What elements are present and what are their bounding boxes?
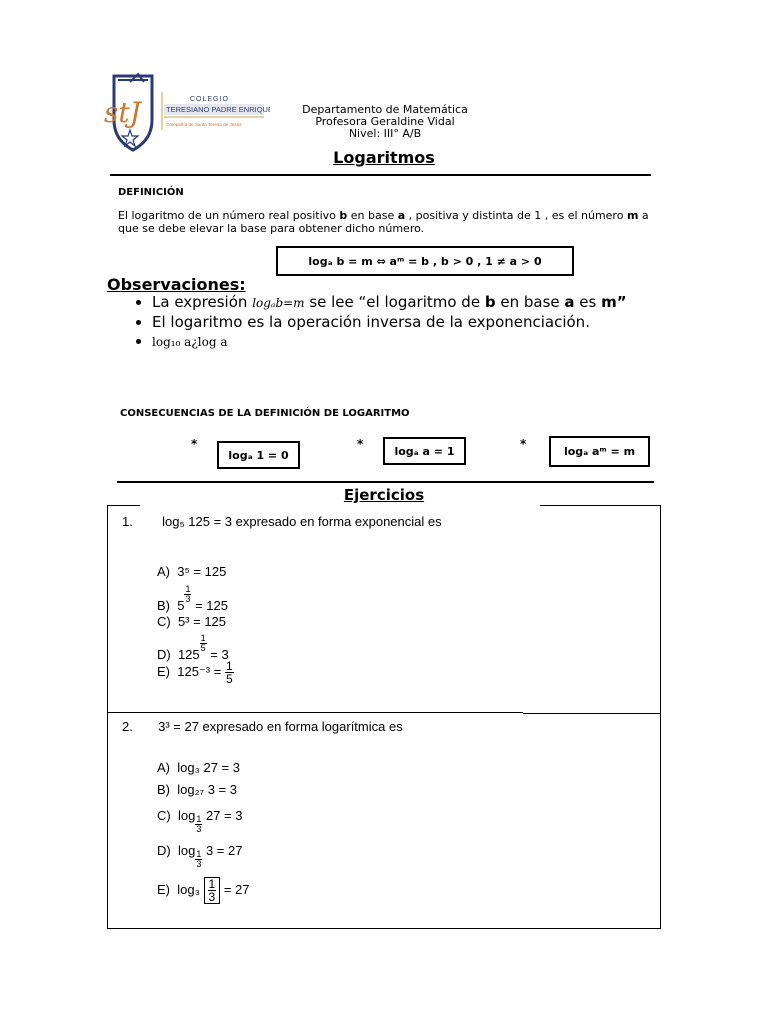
consequence-box-2: logₐ a = 1 xyxy=(383,437,466,465)
obs1-pre: La expresión xyxy=(152,293,253,311)
observations-list xyxy=(122,293,682,352)
exponent-fraction xyxy=(200,634,207,653)
bullet-icon: * xyxy=(520,437,527,451)
frac-num: 1 xyxy=(225,659,233,673)
q2-option-d[interactable] xyxy=(157,843,242,869)
definition-text xyxy=(118,209,652,235)
fraction xyxy=(208,878,217,903)
option-rest: 3 = 27 xyxy=(202,843,243,858)
option-base: 5 xyxy=(177,598,185,613)
level-line: Nivel: III° A/B xyxy=(348,127,422,140)
frac-den: 3 xyxy=(208,890,216,904)
option-label: A) xyxy=(157,760,170,775)
frame-middle-left xyxy=(107,712,523,713)
option-rest: = 3 xyxy=(206,647,229,662)
definition-label: DEFINICIÓN xyxy=(118,187,184,198)
option-label: E) xyxy=(157,881,170,897)
option-text: log₃ 27 = 3 xyxy=(177,760,240,775)
logo-monogram: stJ xyxy=(104,96,141,129)
frame-top-left xyxy=(107,505,140,506)
obs1-post: se lee “el logaritmo de xyxy=(304,293,485,311)
def-b: b xyxy=(339,209,348,222)
consequences-label: CONSECUENCIAS DE LA DEFINICIÓN DE LOGARITMO xyxy=(120,408,410,419)
q1-number: 1. xyxy=(122,514,133,529)
q1-math: log₅ 125 = 3 xyxy=(162,514,233,529)
bullet-icon: * xyxy=(357,437,364,451)
option-label: B) xyxy=(157,598,170,613)
bracket xyxy=(204,877,221,904)
obs1-mid: en base xyxy=(495,293,565,311)
def-text-2: en base xyxy=(347,209,398,222)
school-logo xyxy=(100,70,270,152)
option-log: log xyxy=(177,843,196,858)
logo-line3: Compañía de Santa Teresa de Jesús xyxy=(166,122,242,127)
obs1-a: a xyxy=(564,293,575,311)
option-rest: = 27 xyxy=(220,881,250,897)
frac-den: 5 xyxy=(225,672,233,686)
frac-num: 1 xyxy=(208,877,216,891)
def-text-4: a que se debe elevar la base para obtener dicho número. xyxy=(118,209,649,235)
frac-num: 1 xyxy=(196,849,202,859)
q1-option-b[interactable] xyxy=(157,585,228,613)
obs2-text: El logaritmo es la operación inversa de la exponenciación. xyxy=(152,313,590,331)
frac-den: 5 xyxy=(200,643,206,653)
frame-top-right xyxy=(540,505,661,506)
document-header xyxy=(290,104,480,140)
q2-text: expresado en forma logarítmica es xyxy=(198,719,403,734)
divider xyxy=(110,174,651,176)
teacher-line: Profesora Geraldine Vidal xyxy=(315,115,455,128)
option-rest: = 125 xyxy=(191,598,228,613)
obs1-b: b xyxy=(484,293,496,311)
def-m: m xyxy=(626,209,639,222)
exercises-title: Ejercicios xyxy=(343,486,425,504)
option-label: D) xyxy=(157,843,171,858)
q2-math: 3³ = 27 xyxy=(158,719,199,734)
option-log: log xyxy=(177,808,196,823)
q1-option-d[interactable] xyxy=(157,634,229,662)
option-text: 3⁵ = 125 xyxy=(177,564,227,579)
frame-left xyxy=(107,505,108,929)
question-2 xyxy=(122,719,403,734)
option-text: log₂₇ 3 = 3 xyxy=(177,782,237,797)
option-label: C) xyxy=(157,808,171,823)
observation-item xyxy=(152,313,682,332)
page-title: Logaritmos xyxy=(333,148,435,167)
def-text-3: , positiva y distinta de 1 , es el número xyxy=(405,209,627,222)
option-text: 125⁻³ = xyxy=(177,663,225,679)
divider xyxy=(117,481,654,483)
definition-formula-box: logₐ b = m ⇔ aᵐ = b , b > 0 , 1 ≠ a > 0 xyxy=(276,246,574,276)
observations-title: Observaciones: xyxy=(107,275,246,294)
def-text-1: El logaritmo de un número real positivo xyxy=(118,209,340,222)
option-label: C) xyxy=(157,614,171,629)
obs1-end: es xyxy=(574,293,602,311)
frame-bottom xyxy=(107,928,661,929)
option-base: 125 xyxy=(177,647,200,662)
frac-num: 1 xyxy=(185,584,191,594)
school-crest-icon xyxy=(100,70,270,152)
frac-den: 3 xyxy=(196,824,202,834)
def-a: a xyxy=(397,209,406,222)
option-text: 5³ = 125 xyxy=(177,614,227,629)
obs1-m: m” xyxy=(601,293,627,311)
q1-text: expresado en forma exponencial es xyxy=(232,514,442,529)
q2-option-b[interactable] xyxy=(157,782,237,797)
q2-option-c[interactable] xyxy=(157,808,242,834)
observation-item xyxy=(152,332,682,352)
question-1 xyxy=(122,514,442,529)
logo-line2: TERESIANO PADRE ENRIQUE xyxy=(166,105,270,114)
consequence-box-1: logₐ 1 = 0 xyxy=(217,441,300,469)
option-label: B) xyxy=(157,782,170,797)
option-label: E) xyxy=(157,663,170,679)
frame-middle-right xyxy=(523,713,661,714)
frame-right xyxy=(660,505,661,929)
consequence-box-3: logₐ aᵐ = m xyxy=(549,436,650,467)
bullet-icon: * xyxy=(191,437,198,451)
option-label: D) xyxy=(157,647,171,662)
fraction xyxy=(225,660,234,685)
observation-item xyxy=(152,293,682,313)
department-line: Departamento de Matemática xyxy=(302,103,468,116)
q2-option-e[interactable] xyxy=(157,877,249,904)
logo-line1: COLEGIO xyxy=(190,96,229,103)
q2-option-a[interactable] xyxy=(157,760,240,775)
q1-option-a[interactable] xyxy=(157,564,226,579)
obs3-math: log₁₀ a¿log a xyxy=(152,335,228,349)
option-label: A) xyxy=(157,564,170,579)
frac-den: 3 xyxy=(185,594,191,604)
q1-option-c[interactable] xyxy=(157,614,226,629)
obs1-math: logₐb=m xyxy=(252,296,305,310)
q2-number: 2. xyxy=(122,719,133,734)
frac-den: 3 xyxy=(196,859,202,869)
option-rest: 27 = 3 xyxy=(202,808,243,823)
frac-num: 1 xyxy=(200,633,206,643)
option-log: log₃ xyxy=(177,881,200,897)
frac-num: 1 xyxy=(196,814,202,824)
q1-option-e[interactable] xyxy=(157,660,234,685)
